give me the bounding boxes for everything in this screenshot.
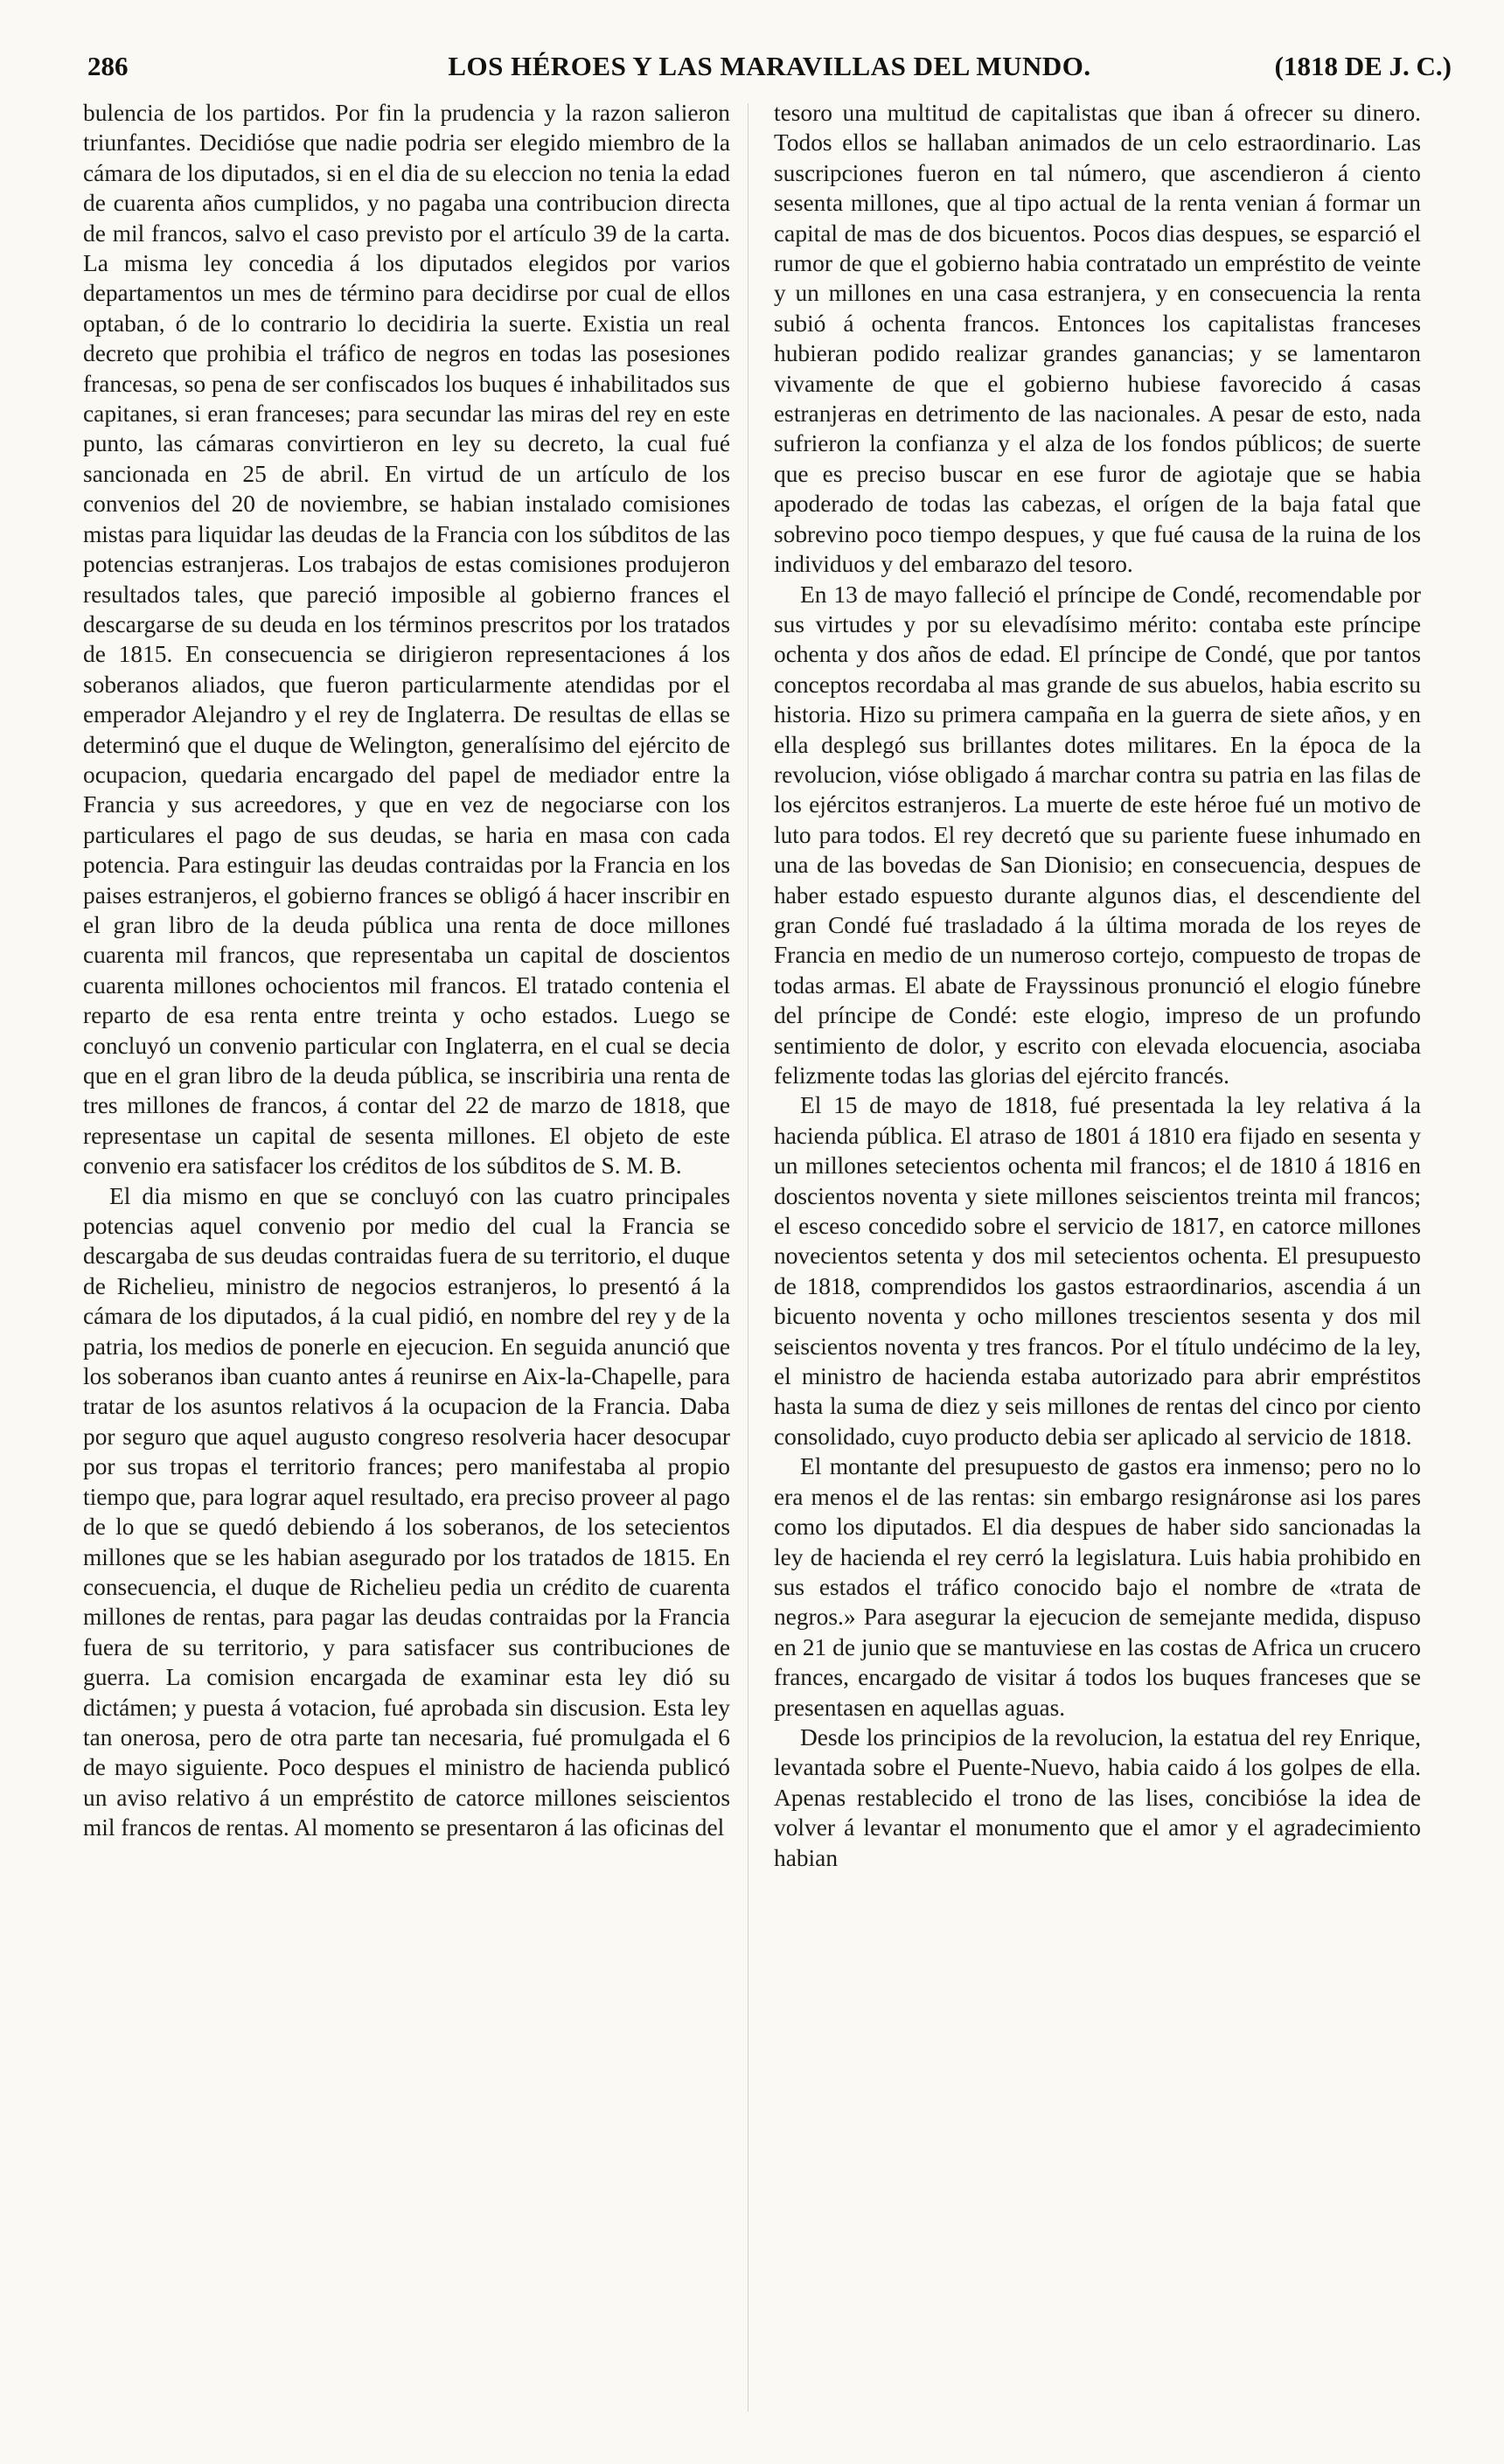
paragraph: bulencia de los partidos. Por fin la prudencia y la razon salieron triunfantes. Decidióse que nadie podria ser elegido miembro de la cámara de los diputados, si en el dia de su eleccion no tenia la edad de cuarenta años cumplidos, y no pagaba una contribucion directa de mil francos, salvo el caso previsto por el artículo 39 de la carta. La misma ley concedia á los diputados elegidos por varios departamentos un mes de término para decidirse por cual de ellos optaban, ó de lo contrario lo decidiria la suerte. Existia un real decreto que prohibia el tráfico de negros en todas las posesiones francesas, so pena de ser confiscados los buques é inhabilitados sus capitanes, si eran franceses; para secundar las miras del rey en este punto, las cámaras convirtieron en ley su decreto, la cual fué sancionada en 25 de abril. En virtud de un artículo de los convenios del 20 de noviembre, se habian instalado comisiones mistas para liquidar las deudas de la Francia con los súbditos de las potencias estranjeras. Los trabajos de estas comisiones produjeron resultados tales, que pareció imposible al gobierno frances el descargarse de su deuda en los términos prescritos por los tratados de 1815. En consecuencia se dirigieron representaciones á los soberanos aliados, que fueron particularmente atendidas por el emperador Alejandro y el rey de Inglaterra. De resultas de ellas se determinó que el duque de Welington, generalísimo del ejército de ocupacion, quedaria encargado del papel de mediador entre la Francia y sus acreedores, y que en vez de negociarse con los particulares el pago de sus deudas, se haria en masa con cada potencia. Para estinguir las deudas contraidas por la Francia en los paises estranjeros, el gobierno frances se obligó á hacer inscribir en el gran libro de la deuda pública una renta de doce millones cuarenta mil francos, que representaba un capital de doscientos cuarenta millones ochocientos mil francos. El tratado contenia el reparto de esa renta entre treinta y ocho estados. Luego se concluyó un convenio particular con Inglaterra, en el cual se decia que en el gran libro de la deuda pública, se inscribiria una renta de tres millones de francos, á contar del 22 de marzo de 1818, que representase un capital de sesenta millones. El objeto de este convenio era satisfacer los créditos de los súbditos de S. M. B. [83, 100, 730, 1180]
column-divider [748, 103, 749, 2412]
paragraph: El 15 de mayo de 1818, fué presentada la ley relativa á la hacienda pública. El atraso de 1801 á 1810 era fijado en sesenta y un millones setecientos ochenta mil francos; el de 1810 á 1816 en doscientos noventa y siete millones seiscientos treinta mil francos; el esceso concedido sobre el servicio de 1817, en catorce millones novecientos setenta y dos mil setecientos ochenta. El presupuesto de 1818, comprendidos los gastos estraordinarios, ascendia á un bicuento noventa y ocho millones trescientos sesenta y dos mil seiscientos noventa y tres francos. Por el título undécimo de la ley, el ministro de hacienda estaba autorizado para abrir empréstitos hasta la suma de diez y seis millones de rentas del cinco por ciento consolidado, cuyo producto debia ser aplicado al servicio de 1818. [774, 1092, 1421, 1450]
year-label: (1818 DE J. C.) [1274, 51, 1452, 81]
paragraph: El dia mismo en que se concluyó con las cuatro principales potencias aquel convenio por medio del cual la Francia se descargaba de sus deudas contraidas fuera de su territorio, el duque de Richelieu, ministro de negocios estranjeros, lo presentó á la cámara de los diputados, á la cual pidió, en nombre del rey y de la patria, los medios de ponerle en ejecucion. En seguida anunció que los soberanos iban cuanto antes á reunirse en Aix-la-Chapelle, para tratar de los asuntos relativos á la ocupacion de la Francia. Daba por seguro que aquel augusto congreso resolveria hacer desocupar por sus tropas el territorio frances; pero manifestaba al propio tiempo que, para lograr aquel resultado, era preciso proveer al pago de lo que se quedó debiendo á los soberanos, de los setecientos millones que se les habian asegurado por los tratados de 1815. En consecuencia, el duque de Richelieu pedia un crédito de cuarenta millones de rentas, para pagar las deudas contraidas por la Francia fuera de su territorio, y para satisfacer sus contribuciones de guerra. La comision encargada de examinar esta ley dió su dictámen; y puesta á votacion, fué aprobada sin discusion. Esta ley tan onerosa, pero de otra parte tan necesaria, fué promulgada el 6 de mayo siguiente. Poco despues el ministro de hacienda publicó un aviso relativo á un empréstito de catorce millones seiscientos mil francos de rentas. Al momento se presentaron á las oficinas del [83, 1182, 730, 1841]
paragraph: El montante del presupuesto de gastos era inmenso; pero no lo era menos el de las rentas: sin embargo resignáronse asi los pares como los diputados. El dia despues de haber sido sancionadas la ley de hacienda el rey cerró la legislatura. Luis habia prohibido en sus estados el tráfico conocido bajo el nombre de «trata de negros.» Para asegurar la ejecucion de semejante medida, dispuso en 21 de junio que se mantuviese en las costas de Africa un crucero frances, encargado de visitar á todos los buques franceses que se presentasen en aquellas aguas. [774, 1453, 1421, 1721]
paragraph: En 13 de mayo falleció el príncipe de Condé, recomendable por sus virtudes y por su elevadísimo mérito: contaba este príncipe ochenta y dos años de edad. El príncipe de Condé, que por tantos conceptos recordaba al mas grande de sus abuelos, habia escrito su historia. Hizo su primera campaña en la guerra de siete años, y en ella desplegó sus brillantes dotes militares. En la época de la revolucion, vióse obligado á marchar contra su patria en las filas de los ejércitos estranjeros. La muerte de este héroe fué un motivo de luto para todos. El rey decretó que su pariente fuese inhumado en una de las bovedas de San Dionisio; en consecuencia, despues de haber estado espuesto durante algunos dias, el descendiente del gran Condé fué trasladado á la última morada de los reyes de Francia en medio de un numeroso cortejo, compuesto de tropas de todas armas. El abate de Frayssinous pronunció el elogio fúnebre del príncipe de Condé: este elogio, impreso de un profundo sentimiento de dolor, y escrito con elevada elocuencia, asociaba felizmente todas las glorias del ejército francés. [774, 581, 1421, 1089]
page-number: 286 [87, 51, 129, 81]
paragraph: Desde los principios de la revolucion, la estatua del rey Enrique, levantada sobre el Puente-Nuevo, habia caido á los golpes de ella. Apenas restablecido el trono de las lises, concibióse la idea de volver á levantar el monumento que el amor y el agradecimiento habian [774, 1723, 1421, 1871]
paragraph: tesoro una multitud de capitalistas que iban á ofrecer su dinero. Todos ellos se hallaban animados de un celo estraordinario. Las suscripciones fueron en tal número, que ascendieron á ciento sesenta millones, que al tipo actual de la renta venian á formar un capital de mas de dos bicuentos. Pocos dias despues, se esparció el rumor de que el gobierno habia contratado un empréstito de veinte y un millones en una casa estranjera, y en consecuencia la renta subió á ochenta francos. Entonces los capitalistas franceses hubieran podido realizar grandes ganancias; y se lamentaron vivamente de que el gobierno hubiese favorecido á casas estranjeras en detrimento de las nacionales. A pesar de esto, nada sufrieron la confianza y el alza de los fondos públicos; de suerte que es preciso buscar en ese furor de agiotaje que se habia apoderado de todas las cabezas, el orígen de la baja fatal que sobrevino poco tiempo despues, y que fué causa de la ruina de los individuos y del embarazo del tesoro. [774, 100, 1421, 578]
running-title: LOS HÉROES Y LAS MARAVILLAS DEL MUNDO. [448, 51, 1091, 81]
left-column [83, 98, 730, 2415]
page-header [87, 51, 1452, 86]
right-column [774, 98, 1421, 2415]
